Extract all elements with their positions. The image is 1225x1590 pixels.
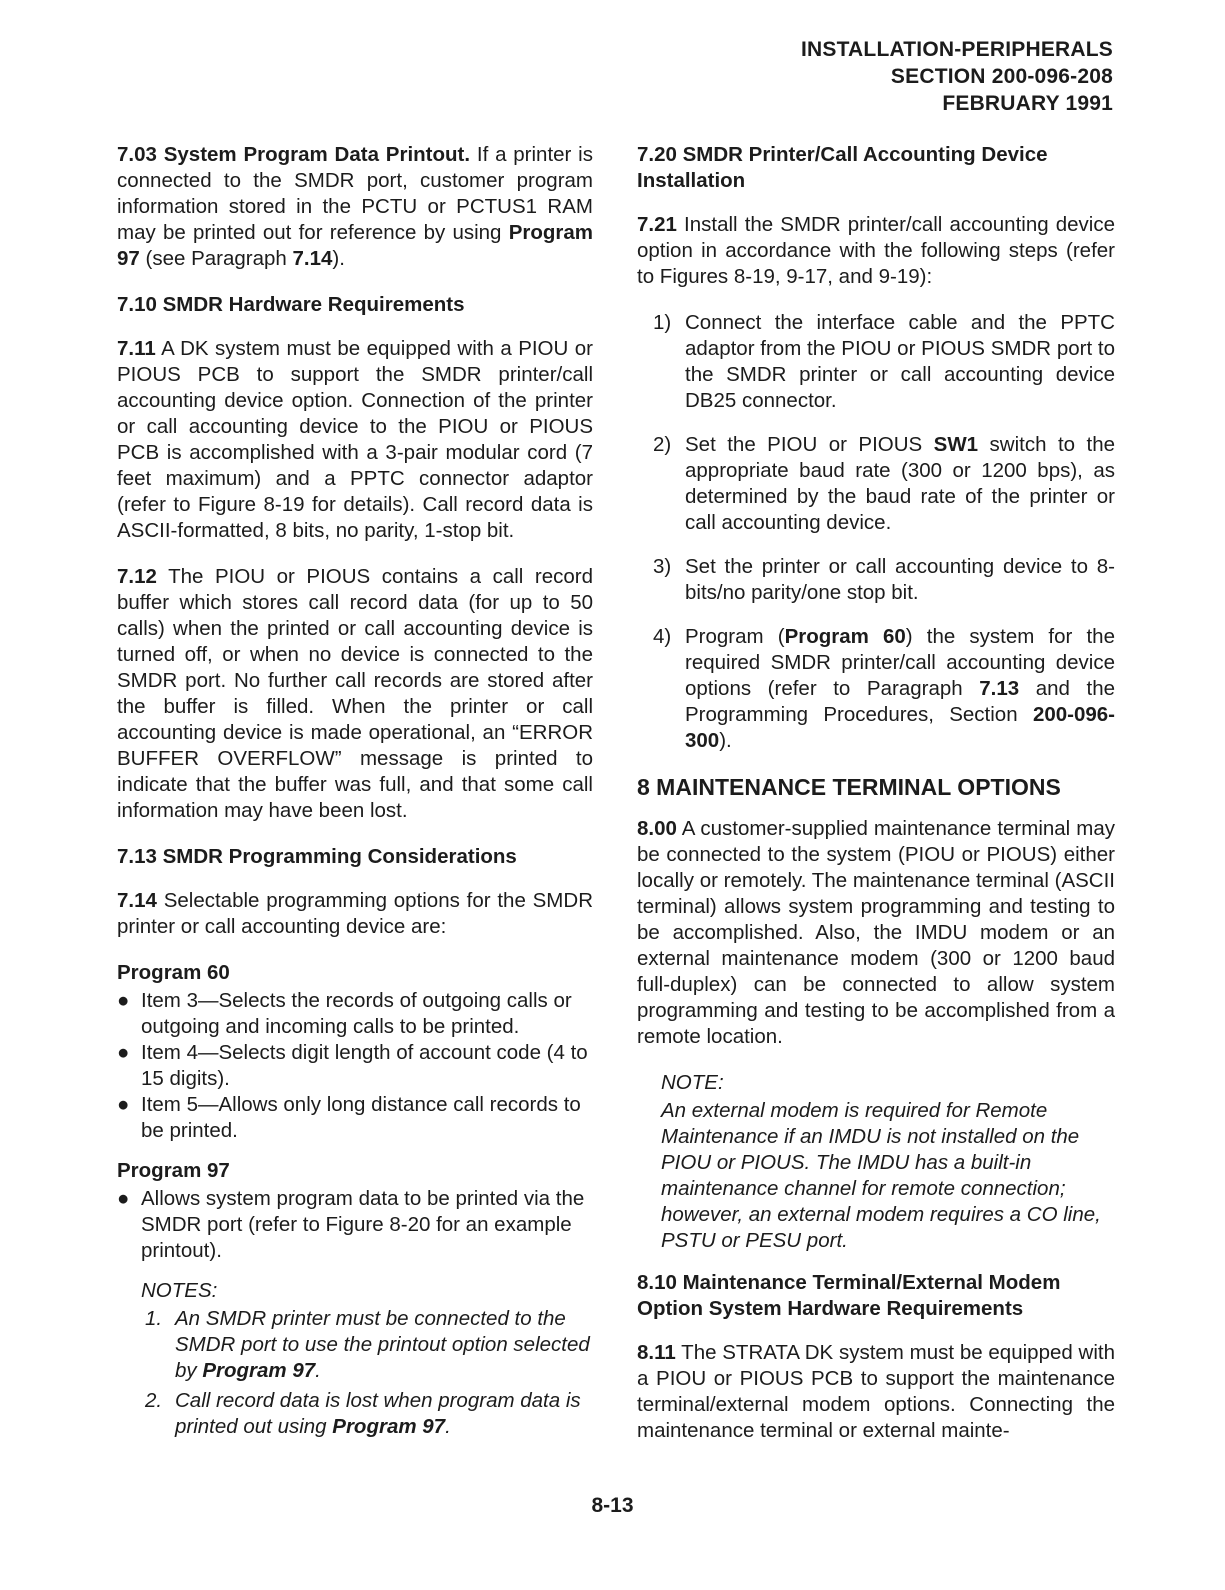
heading-8-10: 8.10 Maintenance Terminal/External Modem Option System Hardware Requirements [637, 1271, 1061, 1320]
step-item: 2) Set the PIOU or PIOUS SW1 switch to the appropriate baud rate (300 or 1200 bps), as determined by the baud rate of the printer or call accounting device. [653, 433, 1115, 534]
list-item: ● Item 5—Allows only long distance call records to be printed. [117, 1093, 581, 1142]
right-column [637, 142, 1115, 1464]
paragraph-7-03: 7.03 System Program Data Printout. If a printer is connected to the SMDR port, customer program information stored in the PCTU or PCTUS1 RAM may be printed out for reference by using Program 97 (see Paragraph 7.14). [117, 143, 593, 270]
list-item: ● Item 3—Selects the records of outgoing calls or outgoing and incoming calls to be printed. [117, 989, 572, 1038]
paragraph-7-12: 7.12 The PIOU or PIOUS contains a call record buffer which stores call record data (for up to 50 calls) when the printed or call accounting device is turned off, or when no device is connected to the SMDR port. No further call records are stored after the buffer is filled. When the printer or call accounting device is made operational, an “ERROR BUFFER OVERFLOW” message is printed to indicate that the buffer was full, and that some call information may have been lost. [117, 565, 593, 822]
heading-section-8: 8 MAINTENANCE TERMINAL OPTIONS [637, 774, 1061, 800]
header-section-title: INSTALLATION-PERIPHERALS [800, 38, 1113, 61]
notes-label: NOTES: [141, 1279, 218, 1302]
bullet-icon: ● [117, 989, 130, 1012]
paragraph-7-21: 7.21 Install the SMDR printer/call accounting device option in accordance with the following steps (refer to Figures 8-19, 9-17, and 9-19): [637, 213, 1115, 288]
header-date: FEBRUARY 1991 [942, 92, 1113, 115]
program-97-list [117, 1186, 593, 1264]
note-label: NOTE: [661, 1071, 724, 1094]
step-item: 3) Set the printer or call accounting device to 8-bits/no parity/one stop bit. [653, 555, 1115, 604]
paragraph-7-14: 7.14 Selectable programming options for the SMDR printer or call accounting device are: [117, 889, 593, 938]
note-block [661, 1070, 1115, 1254]
heading-7-20: 7.20 SMDR Printer/Call Accounting Device Installation [637, 143, 1048, 192]
paragraph-title: System Program Data Printout. [163, 143, 471, 166]
bullet-icon: ● [117, 1187, 130, 1210]
list-item: ● Allows system program data to be printed via the SMDR port (refer to Figure 8-20 for an example printout). [117, 1187, 585, 1262]
note-text: An external modem is required for Remote Maintenance if an IMDU is not installed on the PIOU or PIOUS. The IMDU has a built-in maintenance channel for remote connection; however, an external modem requires a CO line, PSTU or PESU port. [661, 1099, 1101, 1252]
header-section-number: SECTION 200-096-208 [890, 65, 1113, 88]
page-number: 8-13 [591, 1494, 634, 1517]
program-60-heading: Program 60 [117, 961, 230, 984]
paragraph-7-11: 7.11 A DK system must be equipped with a PIOU or PIOUS PCB to support the SMDR printer/call accounting device option. Connection of the printer or call accounting device to the PIOU or PIOUS PCB is accomplished with a 3-pair modular cord (7 feet maximum) and a PPTC connector adaptor (refer to Figure 8-19 for details). Call record data is ASCII-formatted, 8 bits, no parity, 1-stop bit. [117, 337, 593, 542]
list-item: ● Item 4—Selects digit length of account code (4 to 15 digits). [117, 1041, 588, 1090]
bullet-icon: ● [117, 1041, 130, 1064]
paragraph-8-11: 8.11 The STRATA DK system must be equipped with a PIOU or PIOUS PCB to support the maintenance terminal/external modem options. Connecting the maintenance terminal or external mainte- [637, 1341, 1115, 1442]
heading-7-13: 7.13 SMDR Programming Considerations [117, 845, 517, 868]
program-60-list [117, 988, 593, 1144]
left-column [117, 142, 593, 1456]
installation-steps [637, 310, 1115, 754]
heading-7-10: 7.10 SMDR Hardware Requirements [117, 293, 465, 316]
step-item: 4) Program (Program 60) the system for the required SMDR printer/call accounting device options (refer to Paragraph 7.13 and the Programming Procedures, Section 200-096-300). [653, 625, 1115, 752]
note-item: 2. Call record data is lost when program data is printed out using Program 97. [145, 1389, 581, 1438]
paragraph-8-00: 8.00 A customer-supplied maintenance terminal may be connected to the system (PIOU or PIOUS) either locally or remotely. The maintenance terminal (ASCII terminal) allows system programming and testing to be accomplished. Also, the IMDU modem or an external maintenance modem (300 or 1200 baud full-duplex) can be connected to allow system programming and testing to be accomplished from a remote location. [637, 817, 1115, 1048]
page-header [801, 36, 1113, 117]
bullet-icon: ● [117, 1093, 130, 1116]
step-item: 1) Connect the interface cable and the PPTC adaptor from the PIOU or PIOUS SMDR port to the SMDR printer or call accounting device DB25 connector. [653, 311, 1115, 412]
program-97-heading: Program 97 [117, 1159, 230, 1182]
note-item: 1. An SMDR printer must be connected to the SMDR port to use the printout option selected by Program 97. [145, 1307, 590, 1382]
notes-block [141, 1278, 593, 1440]
